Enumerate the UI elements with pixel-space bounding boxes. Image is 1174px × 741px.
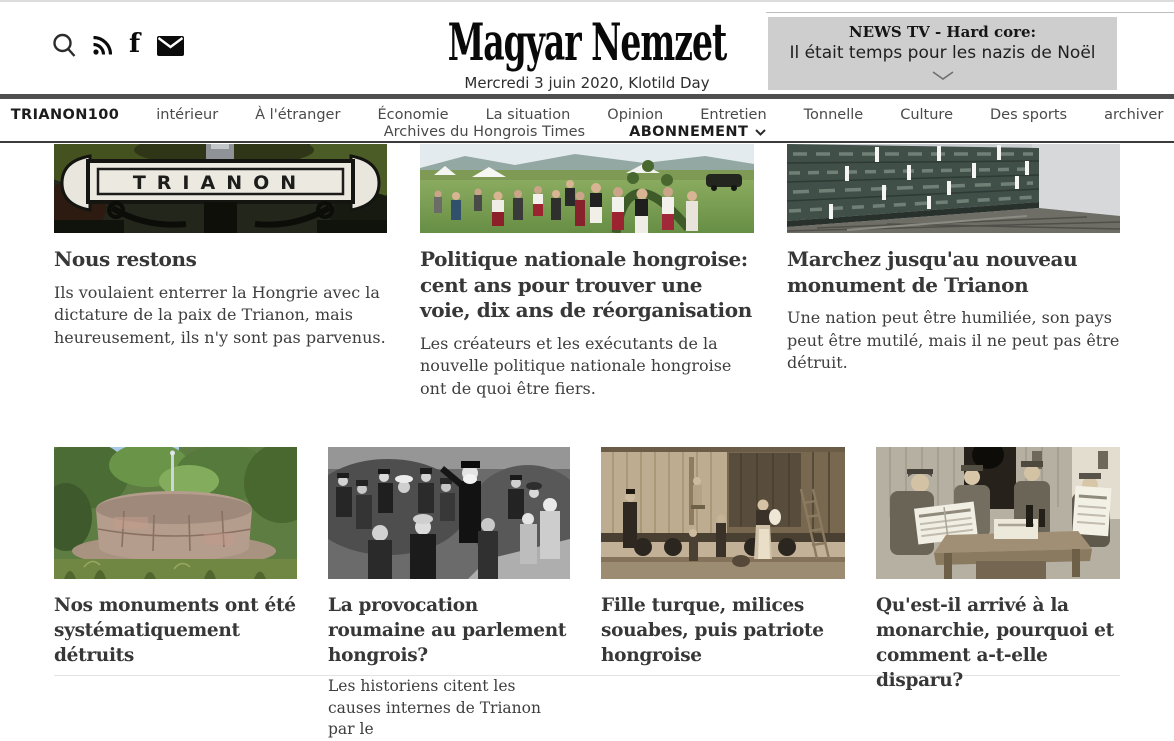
photo-crowd-with-speaker-bw[interactable] [328, 447, 570, 579]
news-tv-subtitle: Il était temps pour les nazis de Noël [789, 43, 1096, 63]
article-card [328, 447, 570, 741]
nav-item-archiver[interactable]: archiver [1104, 107, 1164, 123]
svg-text:TRIANON: TRIANON [132, 172, 308, 194]
article-summary: Une nation peut être humiliée, son pays peut être mutilé, mais il ne peut pas être détruit. [787, 308, 1120, 372]
article-title[interactable]: Nous restons [54, 247, 197, 271]
article-card [601, 447, 845, 741]
article-card [54, 447, 297, 741]
article-title[interactable]: Qu'est-il arrivé à la monarchie, pourquoi et comment a-t-elle disparu? [876, 595, 1114, 691]
nav-item-economie[interactable]: Économie [377, 107, 449, 123]
nav-item-entretien[interactable]: Entretien [700, 107, 767, 123]
photo-trianon-memorial-wall[interactable] [787, 144, 1120, 233]
nav-item-etranger[interactable]: À l'étranger [255, 107, 341, 123]
article-title[interactable]: Nos monuments ont été systématiquement détruits [54, 595, 296, 666]
photo-soldiers-reading-newspapers-bw[interactable] [876, 447, 1120, 579]
article-title[interactable]: Fille turque, milices souabes, puis patriote hongroise [601, 595, 824, 666]
nav-item-sports[interactable]: Des sports [990, 107, 1068, 123]
article-summary: Les créateurs et les exécutants de la nouvelle politique nationale hongroise ont de quoi être fiers. [420, 333, 732, 398]
photo-folk-costume-parade[interactable] [420, 144, 754, 233]
article-card [787, 144, 1120, 400]
nav-item-situation[interactable]: La situation [485, 107, 571, 123]
photo-ruined-monument-pedestal[interactable] [54, 447, 297, 579]
article-title[interactable]: La provocation roumaine au parlement hongrois? [328, 595, 567, 666]
masthead-logo[interactable]: Magyar Nemzet [447, 12, 727, 73]
date-line: Mercredi 3 juin 2020, Klotild Day [464, 74, 710, 92]
article-title[interactable]: Marchez jusqu'au nouveau monument de Trianon [787, 247, 1078, 297]
photo-trianon-road-sign[interactable] [54, 144, 387, 233]
nav-item-interieur[interactable]: intérieur [156, 107, 219, 123]
news-tv-widget[interactable] [768, 17, 1117, 90]
nav-item-tonnelle[interactable]: Tonnelle [803, 107, 864, 123]
abonnement-label: ABONNEMENT [629, 124, 749, 140]
nav-item-archives-hongrois-times[interactable]: Archives du Hongrois Times [383, 124, 586, 140]
article-summary: Ils voulaient enterrer la Hongrie avec la dictature de la paix de Trianon, mais heureusement, ils n'y sont pas parvenus. [54, 282, 386, 347]
photo-family-by-boxcar-bw[interactable] [601, 447, 845, 579]
article-card [54, 144, 387, 400]
facebook-icon[interactable]: f [129, 29, 141, 59]
chevron-down-icon [755, 129, 766, 136]
nav-item-opinion[interactable]: Opinion [607, 107, 664, 123]
bottom-article-row [54, 447, 1120, 741]
article-card [420, 144, 754, 400]
news-tv-title: NEWS TV - Hard core: [848, 23, 1037, 41]
nav-item-culture[interactable]: Culture [900, 107, 953, 123]
nav-item-abonnement[interactable] [629, 124, 766, 140]
top-article-row [54, 144, 1120, 400]
nav-item-trianon100[interactable]: TRIANON100 [10, 107, 120, 123]
article-title[interactable]: Politique nationale hongroise: cent ans pour trouver une voie, dix ans de réorganisation [420, 247, 752, 322]
article-summary: Les historiens citent les causes internes de Trianon par le [328, 677, 541, 738]
newspaper-right [1072, 486, 1111, 536]
nav-row-secondary [0, 124, 1162, 140]
main-navigation [0, 99, 1174, 143]
chevron-down-icon[interactable] [932, 65, 954, 84]
article-card [876, 447, 1120, 741]
nav-row-primary [0, 99, 1174, 123]
news-tv-top-rule [766, 12, 1174, 13]
